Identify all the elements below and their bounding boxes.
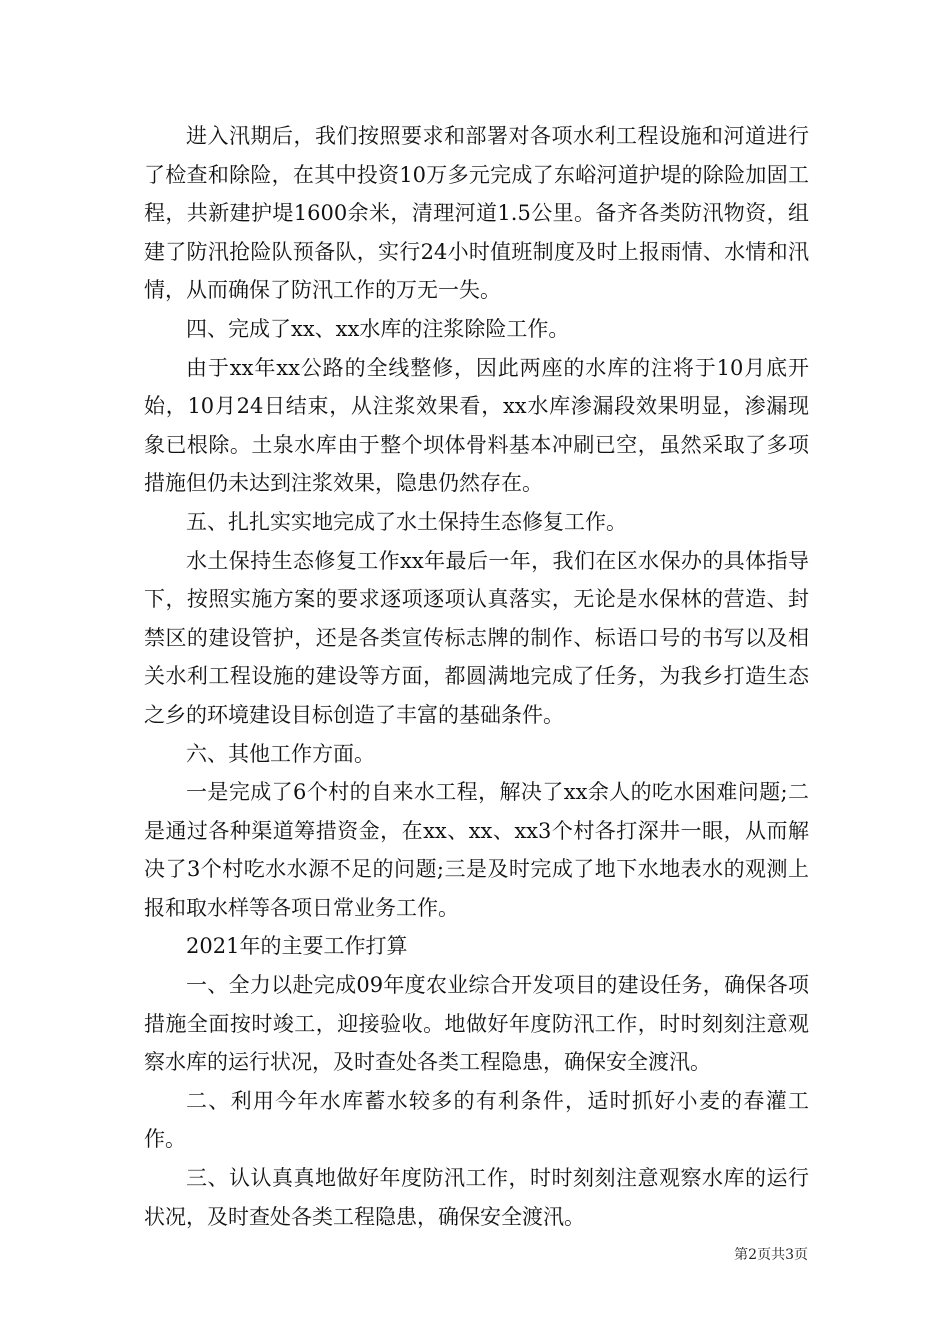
paragraph-plan-item-3: 三、认认真真地做好年度防汛工作，时时刻刻注意观察水库的运行状况，及时查处各类工程隐患，确保安全渡汛。 <box>144 1166 809 1229</box>
page-number-footer: 第2页共3页 <box>734 1247 808 1263</box>
heading-soil-conservation: 五、扎扎实实地完成了水土保持生态修复工作。 <box>186 509 627 534</box>
paragraph-flood-season: 进入汛期后，我们按照要求和部署对各项水利工程设施和河道进行了检查和除险，在其中投资10万多元完成了东峪河道护堤的除险加固工程，共新建护堤1600余米，清理河道1.5公里。备齐各类防汛物资，组建了防汛抢险队预备队，实行24小时值班制度及时上报雨情、水情和汛情，从而确保了防汛工作的万无一失。 <box>144 124 809 303</box>
document-body <box>144 117 809 1236</box>
paragraph-other-work: 一是完成了6个村的自来水工程，解决了xx余人的吃水困难问题;二是通过各种渠道筹措资金，在xx、xx、xx3个村各打深井一眼，从而解决了3个村吃水水源不足的问题;三是及时完成了地下水地表水的观测上报和取水样等各项日常业务工作。 <box>144 780 809 920</box>
paragraph-plan-item-1: 一、全力以赴完成09年度农业综合开发项目的建设任务，确保各项措施全面按时竣工，迎接验收。地做好年度防汛工作，时时刻刻注意观察水库的运行状况，及时查处各类工程隐患，确保安全渡汛。 <box>144 973 809 1075</box>
heading-work-plan: 2021年的主要工作打算 <box>186 934 408 959</box>
paragraph-soil-conservation: 水土保持生态修复工作xx年最后一年，我们在区水保办的具体指导下，按照实施方案的要求逐项逐项认真落实，无论是水保林的营造、封禁区的建设管护，还是各类宣传标志牌的制作、标语口号的书写以及相关水利工程设施的建设等方面，都圆满地完成了任务，为我乡打造生态之乡的环境建设目标创造了丰富的基础条件。 <box>144 548 809 727</box>
paragraph-reservoir-grouting: 由于xx年xx公路的全线整修，因此两座的水库的注将于10月底开始，10月24日结束，从注浆效果看，xx水库渗漏段效果明显，渗漏现象已根除。土泉水库由于整个坝体骨料基本冲刷已空，虽然采取了多项措施但仍未达到注浆效果，隐患仍然存在。 <box>144 355 809 496</box>
heading-reservoir-grouting: 四、完成了xx、xx水库的注浆除险工作。 <box>186 316 570 341</box>
paragraph-plan-item-2: 二、利用今年水库蓄水较多的有利条件，适时抓好小麦的春灌工作。 <box>144 1088 809 1152</box>
heading-other-work: 六、其他工作方面。 <box>186 741 375 766</box>
